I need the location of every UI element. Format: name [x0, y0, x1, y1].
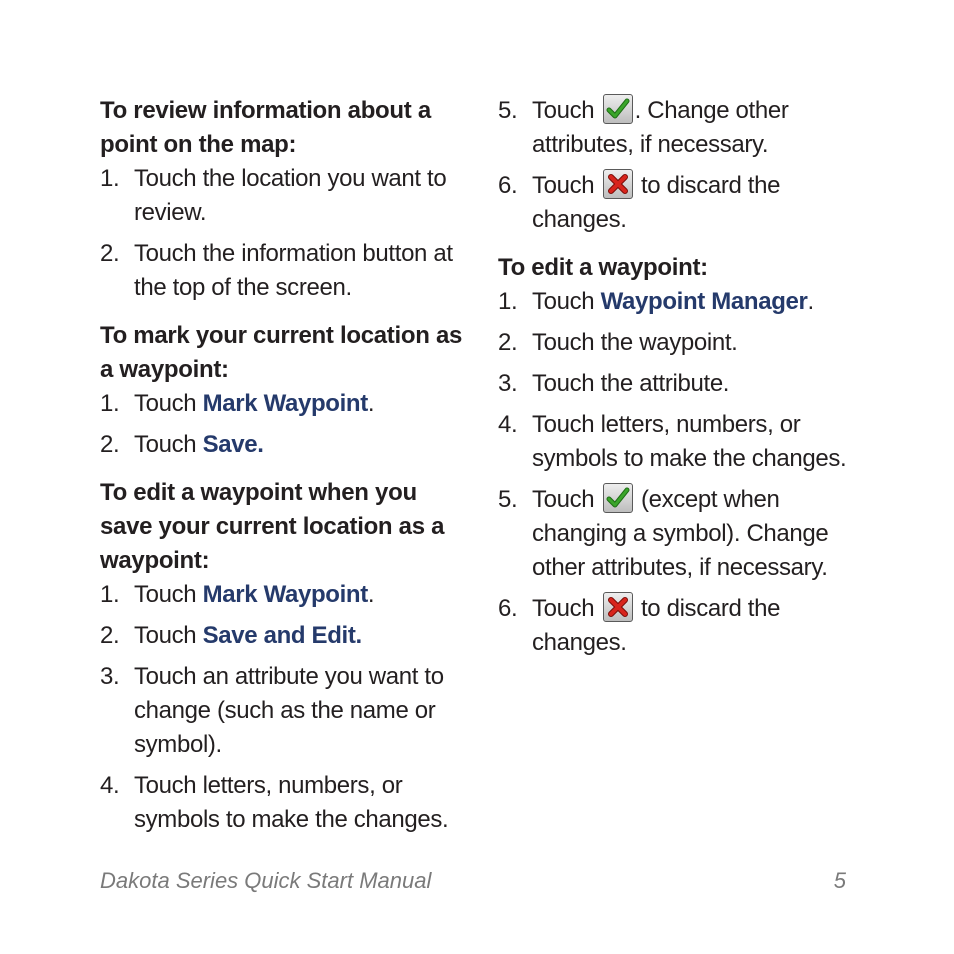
list-item: 2. Touch the information button at the top of the screen. [100, 240, 453, 301]
section-heading: To edit a waypoint when you save your current location as a waypoint: [100, 479, 445, 574]
list-item: 5. Touch . Change other attributes, if necessary. [498, 94, 868, 162]
list-item: 1. Touch Waypoint Manager. [498, 288, 814, 315]
page-footer [100, 868, 846, 894]
continued-steps-section [498, 94, 868, 237]
list-item: 1. Touch Mark Waypoint. [100, 581, 375, 608]
list-item: 2. Touch Save and Edit. [100, 622, 362, 649]
edit-on-save-section [100, 476, 465, 837]
review-point-section [100, 94, 465, 305]
checkmark-icon [603, 94, 633, 124]
list-item: 4. Touch letters, numbers, or symbols to make the changes. [498, 411, 847, 472]
section-heading: To edit a waypoint: [498, 254, 708, 281]
list-item: 4. Touch letters, numbers, or symbols to make the changes. [100, 772, 449, 833]
list-item: 3. Touch the attribute. [498, 370, 730, 397]
list-item: 1. Touch the location you want to review. [100, 165, 447, 226]
mark-waypoint-link: Mark Waypoint [202, 390, 368, 417]
section-heading: To mark your current location as a waypoint: [100, 322, 463, 383]
list-item: 6. Touch to discard the changes. [498, 592, 868, 660]
list-item: 2. Touch Save. [100, 431, 264, 458]
checkmark-icon [603, 483, 633, 513]
section-heading: To review information about a point on the map: [100, 97, 431, 158]
list-item: 6. Touch to discard the changes. [498, 169, 868, 237]
save-link: Save. [202, 431, 264, 458]
list-item: 3. Touch an attribute you want to change (such as the name or symbol). [100, 663, 444, 758]
edit-waypoint-section [498, 251, 868, 660]
save-and-edit-link: Save and Edit. [202, 622, 362, 649]
list-item: 2. Touch the waypoint. [498, 329, 738, 356]
cancel-x-icon [603, 169, 633, 199]
mark-waypoint-link: Mark Waypoint [202, 581, 368, 608]
left-column [100, 94, 465, 851]
waypoint-manager-link: Waypoint Manager [600, 288, 808, 315]
page-number: 5 [833, 868, 846, 893]
mark-location-section [100, 319, 465, 462]
cancel-x-icon [603, 592, 633, 622]
list-item: 1. Touch Mark Waypoint. [100, 390, 375, 417]
right-column [498, 94, 868, 674]
manual-title: Dakota Series Quick Start Manual [100, 868, 432, 893]
list-item: 5. Touch (except when changing a symbol). Change other attributes, if necessary. [498, 483, 868, 585]
